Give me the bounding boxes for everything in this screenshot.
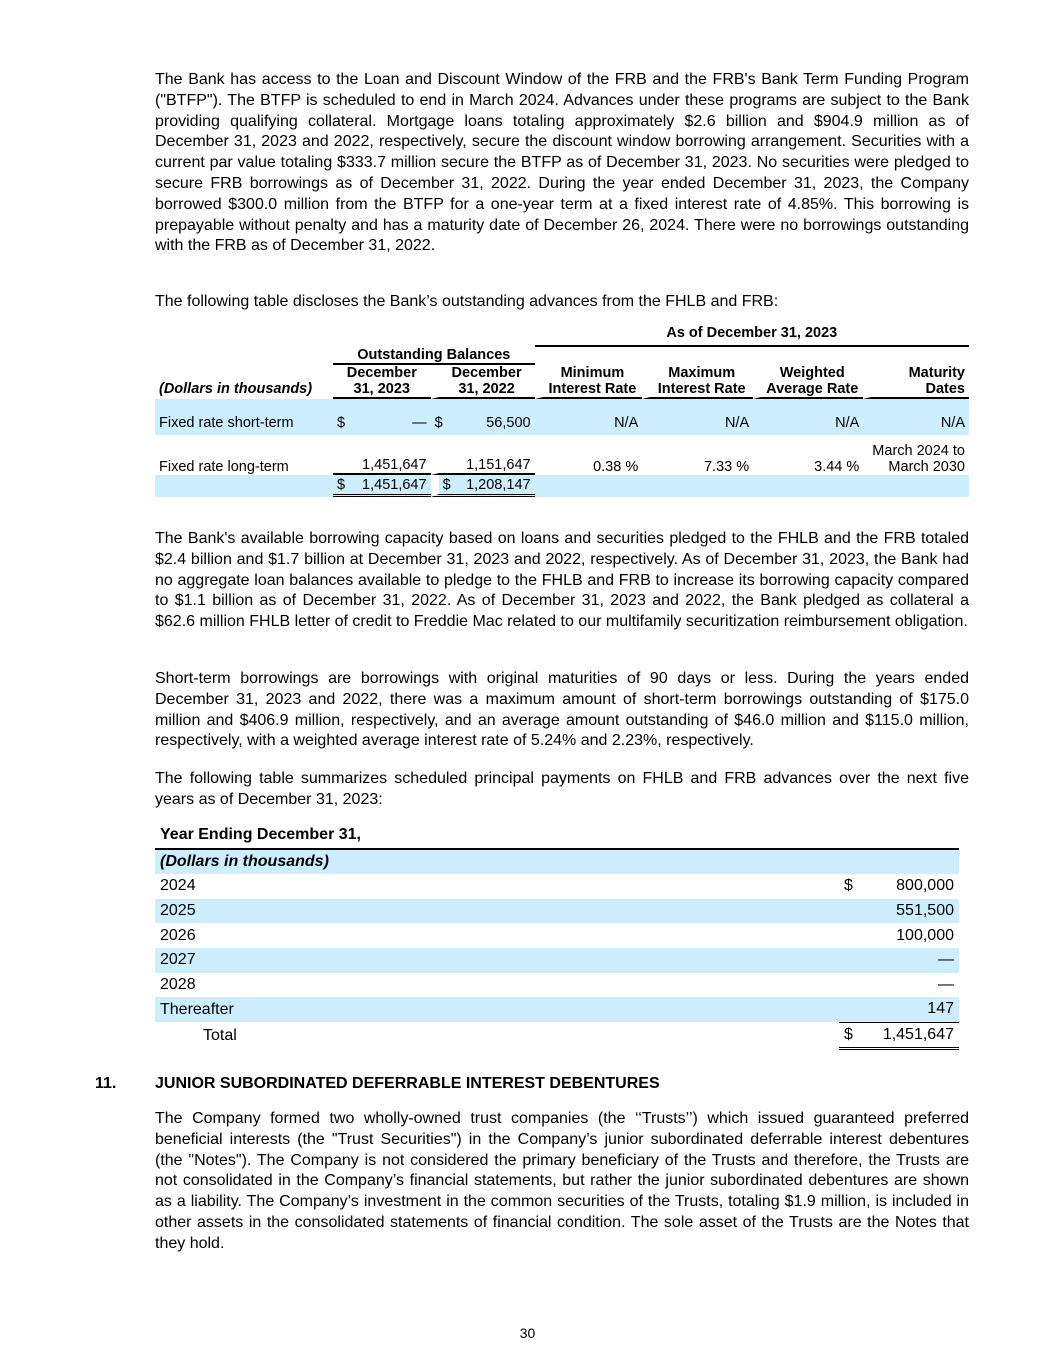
currency xyxy=(839,997,869,1022)
year: 2028 xyxy=(160,975,196,993)
total-amount: 1,451,647 xyxy=(869,1022,959,1049)
amount: — xyxy=(938,975,954,993)
currency xyxy=(839,973,869,998)
maturity: March 2024 to March 2030 xyxy=(872,443,965,475)
total-label: Total xyxy=(203,1026,237,1044)
dec2022-header: December 31, 2022 xyxy=(431,365,535,399)
advances-table xyxy=(155,325,969,497)
table-row xyxy=(155,435,969,475)
row-label: Fixed rate long-term xyxy=(159,459,289,475)
value-2022: 1,151,647 xyxy=(456,435,534,475)
currency: $ xyxy=(844,877,853,895)
section-number: 11. xyxy=(95,1075,117,1092)
paragraph-borrowing-capacity: The Bank's available borrowing capacity based on loans and securities pledged to the FHLB and the FRB totaled $2.4 billion and $1.7 billion at December 31, 2023 and 2022, respectively. As of December 31, 2023, the Bank had no aggregate loan balances available to pledge to the FHLB and FRB to increase its borrowing capacity compared to $1.1 billion as of December 31, 2022. As of December 31, 2023 and 2022, the Bank pledged as collateral a $62.6 million FHLB letter of credit to Freddie Mac related to our multifamily securitization reimbursement obligation. xyxy=(155,530,969,631)
wavg-rate: 3.44 % xyxy=(814,459,860,475)
max-rate: 7.33 % xyxy=(703,459,750,475)
paragraph-short-term: Short-term borrowings are borrowings with original maturities of 90 days or less. During the years ended December 31, 2023 and 2022, there was a maximum amount of short-term borrowings outstanding of $175.0 million and $406.9 million, respectively, and an average amount outstanding of $46.0 million and $115.0 million, respectively, with a weighted average interest rate of 5.24% and 2.23%, respectively. xyxy=(155,670,969,750)
currency xyxy=(839,899,869,924)
amount: 100,000 xyxy=(896,926,954,944)
table-row xyxy=(155,973,959,998)
amount: 551,500 xyxy=(896,902,954,920)
table-row xyxy=(155,923,959,948)
currency xyxy=(431,435,457,475)
min-rate-header: Minimum Interest Rate xyxy=(535,347,643,399)
paragraph-frb-access: The Bank has access to the Loan and Discount Window of the FRB and the FRB's Bank Term Funding Program ("BTFP"). The BTFP is scheduled to end in March 2024. Advances under these programs are subject to the Bank providing qualifying collateral. Mortgage loans totaling approximately $2.6 billion and $904.9 million as of December 31, 2023 and 2022, respectively, secure the discount window borrowing arrangement. Securities with a current par value totaling $333.7 million secure the BTFP as of December 31, 2023. No securities were pledged to secure FRB borrowings as of December 31, 2022. During the year ended December 31, 2023, the Company borrowed $300.0 million from the BTFP for a one-year term at a fixed interest rate of 4.85%. This borrowing is prepayable without penalty and has a maturity date of December 26, 2024. There were no borrowings outstanding with the FRB as of December 31, 2022. xyxy=(155,71,969,255)
table-row xyxy=(155,411,969,435)
page-number: 30 xyxy=(519,1325,536,1341)
currency xyxy=(839,948,869,973)
value-2022: 56,500 xyxy=(486,415,531,431)
table-row xyxy=(155,997,959,1022)
currency xyxy=(839,923,869,948)
total-2023: 1,451,647 xyxy=(351,475,431,497)
year: 2025 xyxy=(160,902,196,920)
as-of-header: As of December 31, 2023 xyxy=(535,325,969,347)
principal-payments-table xyxy=(155,823,959,1050)
row-label: Fixed rate short-term xyxy=(159,415,294,431)
outstanding-balances-header: Outstanding Balances xyxy=(333,347,535,365)
year: Thereafter xyxy=(160,1000,234,1018)
currency xyxy=(333,435,351,475)
currency: $ xyxy=(333,475,351,497)
table-row xyxy=(155,899,959,924)
section-title: JUNIOR SUBORDINATED DEFERRABLE INTEREST DEBENTURES xyxy=(155,1075,660,1092)
amount: — xyxy=(938,951,954,969)
currency: $ xyxy=(431,475,457,497)
year: 2027 xyxy=(160,951,196,969)
total-row xyxy=(155,475,969,497)
amount: 800,000 xyxy=(896,877,954,895)
max-rate: N/A xyxy=(724,415,750,431)
paragraph-trusts: The Company formed two wholly-owned trust companies (the ‘‘Trusts’’) which issued guaranteed preferred beneficial interests (the "Trust Securities") in the Company’s junior subordinated deferrable interest debentures (the "Notes"). The Company is not considered the primary beneficiary of the Trusts and therefore, the Trusts are not consolidated in the Company’s financial statements, but rather the junior subordinated debentures are shown as a liability. The Company’s investment in the common securities of the Trusts, totaling $1.9 million, is included in other assets in the consolidated statements of financial condition. The sole asset of the Trusts are the Notes that they hold. xyxy=(155,1110,969,1252)
year: 2024 xyxy=(160,877,196,895)
value-2023: — xyxy=(412,415,427,431)
max-rate-header: Maximum Interest Rate xyxy=(642,347,753,399)
table-row xyxy=(155,948,959,973)
currency: $ xyxy=(337,415,346,431)
wavg-rate: N/A xyxy=(835,415,860,431)
paragraph-table-intro: The following table discloses the Bank’s outstanding advances from the FHLB and FRB: xyxy=(155,293,779,310)
amount: 147 xyxy=(869,997,959,1022)
dec2023-header: December 31, 2023 xyxy=(333,365,431,399)
paragraph-schedule-intro: The following table summarizes scheduled principal payments on FHLB and FRB advances over the next five years as of December 31, 2023: xyxy=(155,770,969,808)
unit-label: (Dollars in thousands) xyxy=(160,852,329,870)
value-2023: 1,451,647 xyxy=(351,435,431,475)
year: 2026 xyxy=(160,926,196,944)
year-ending-header: Year Ending December 31, xyxy=(155,823,959,849)
maturity-header: Maturity Dates xyxy=(863,347,969,399)
wavg-rate-header: Weighted Average Rate xyxy=(753,347,863,399)
unit-label: (Dollars in thousands) xyxy=(159,381,313,397)
min-rate: 0.38 % xyxy=(593,459,639,475)
currency: $ xyxy=(434,415,443,431)
table-row xyxy=(155,874,959,899)
min-rate: N/A xyxy=(614,415,639,431)
total-row xyxy=(155,1022,959,1049)
currency: $ xyxy=(839,1022,869,1049)
total-2022: 1,208,147 xyxy=(456,475,534,497)
maturity: N/A xyxy=(940,415,965,431)
